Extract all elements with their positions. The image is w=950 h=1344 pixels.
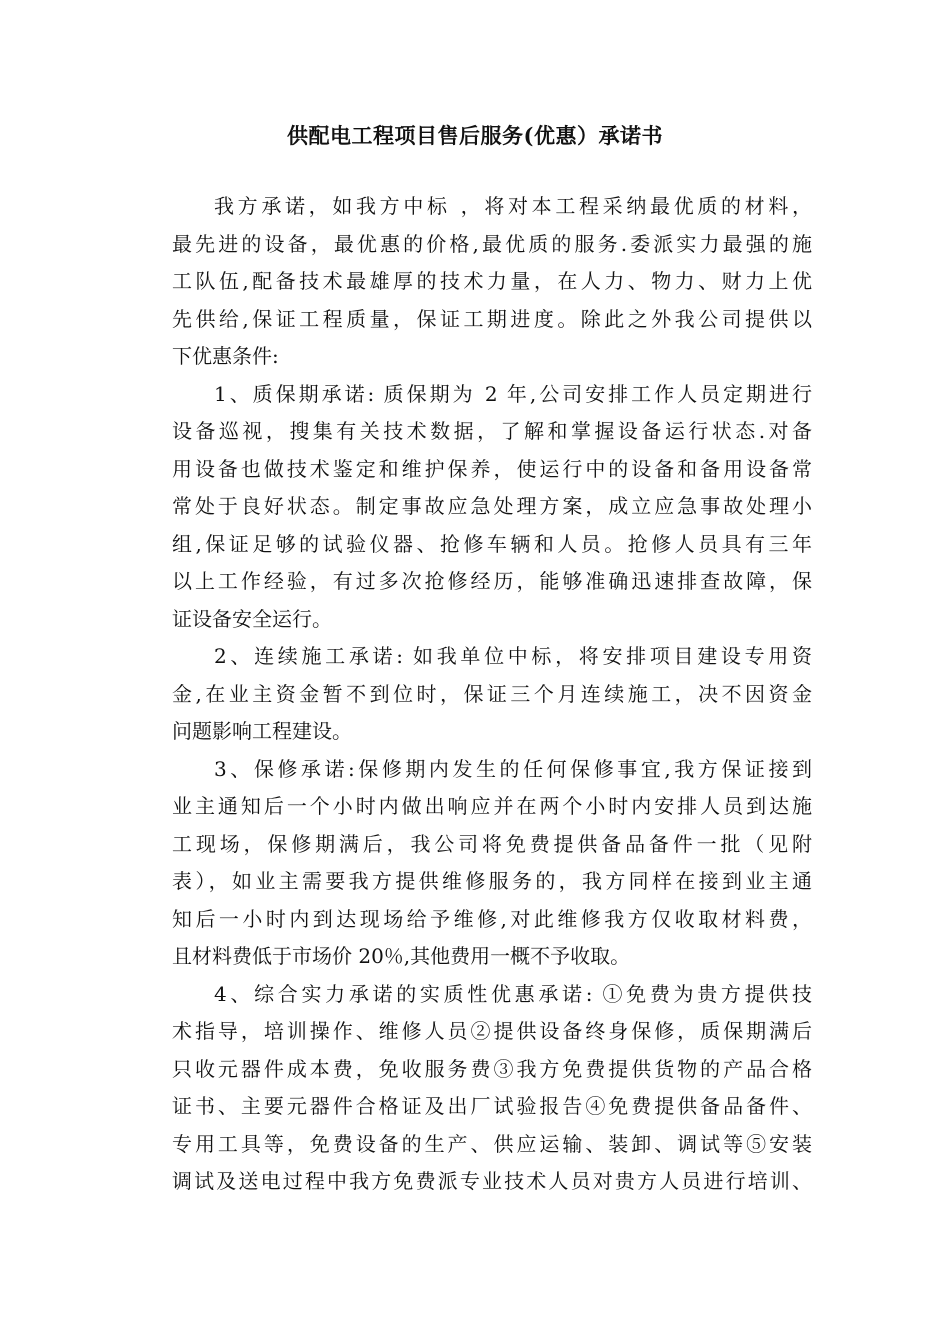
text-line: 1、质保期承诺: 质保期为 2 年,公司安排工作人员定期进行: [214, 381, 812, 406]
text-line: 4、综合实力承诺的实质性优惠承诺: ①免费为贵方提供技: [214, 981, 812, 1006]
text-line: 问题影响工程建设。: [172, 719, 352, 743]
text-line: 工现场，保修期满后，我公司将免费提供备品备件一批（见附: [172, 831, 812, 856]
document-title: 供配电工程项目售后服务(优惠）承诺书: [287, 123, 663, 148]
text-line: 证设备安全运行。: [172, 606, 332, 631]
text-line: 调试及送电过程中我方免费派专业技术人员对贵方人员进行培训、: [172, 1169, 812, 1193]
text-line: 先供给,保证工程质量，保证工期进度。除此之外我公司提供以: [172, 306, 812, 331]
text-line: 业主通知后一个小时内做出响应并在两个小时内安排人员到达施: [172, 794, 812, 818]
text-line: 且材料费低于市场价 20％,其他费用一概不予收取。: [172, 944, 631, 968]
text-line: 金,在业主资金暂不到位时，保证三个月连续施工，决不因资金: [172, 681, 812, 706]
text-line: 3、保修承诺:保修期内发生的任何保修事宜,我方保证接到: [214, 756, 812, 781]
text-line: 用设备也做技术鉴定和维护保养，使运行中的设备和备用设备常: [172, 456, 812, 481]
text-line: 只收元器件成本费，免收服务费③我方免费提供货物的产品合格: [172, 1056, 812, 1081]
document-body: [172, 188, 812, 1201]
text-line: 表），如业主需要我方提供维修服务的，我方同样在接到业主通: [172, 869, 812, 893]
text-line: 下优惠条件:: [172, 344, 279, 368]
text-line: 最先进的设备，最优惠的价格,最优质的服务.委派实力最强的施: [172, 231, 812, 256]
text-line: 知后一小时内到达现场给予维修,对此维修我方仅收取材料费，: [172, 906, 812, 931]
text-line: 常处于良好状态。制定事故应急处理方案，成立应急事故处理小: [172, 494, 812, 518]
text-line: 组,保证足够的试验仪器、抢修车辆和人员。抢修人员具有三年: [172, 531, 812, 556]
text-line: 证书、主要元器件合格证及出厂试验报告④免费提供备品备件、: [172, 1094, 812, 1118]
text-line: 术指导，培训操作、维修人员②提供设备终身保修，质保期满后: [172, 1019, 812, 1043]
text-line: 工队伍,配备技术最雄厚的技术力量，在人力、物力、财力上优: [172, 269, 812, 293]
text-line: 2、连续施工承诺: 如我单位中标，将安排项目建设专用资: [214, 644, 812, 668]
text-line: 以上工作经验，有过多次抢修经历，能够准确迅速排查故障，保: [172, 569, 812, 593]
text-line: 我方承诺，如我方中标 ，将对本工程采纳最优质的材料，: [214, 194, 812, 218]
text-line: 设备巡视，搜集有关技术数据，了解和掌握设备运行状态.对备: [172, 419, 812, 443]
text-line: 专用工具等，免费设备的生产、供应运输、装卸、调试等⑤安装: [172, 1131, 812, 1156]
